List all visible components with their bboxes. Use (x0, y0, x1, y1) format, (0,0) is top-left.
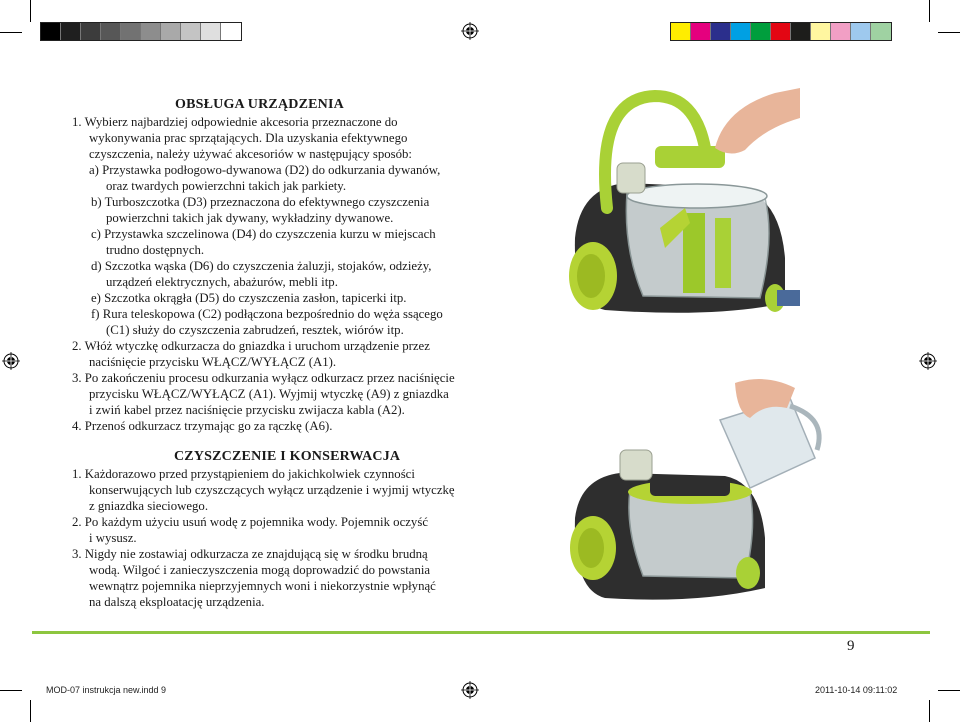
color-swatch (101, 23, 121, 40)
crop-mark (938, 32, 960, 33)
page-number: 9 (847, 638, 855, 654)
operation-text-line: c) Przystawka szczelinowa (D4) do czyszczenia kurzu w miejscach (91, 227, 436, 241)
color-swatch (731, 23, 751, 40)
vacuum-cleaner-photo-bottom (565, 378, 827, 610)
operation-text-line: oraz twardych powierzchni takich jak parkiety. (106, 179, 347, 193)
operation-text-line: e) Szczotka okrągła (D5) do czyszczenia zasłon, tapicerki itp. (91, 291, 407, 305)
color-swatch (181, 23, 201, 40)
color-swatch (81, 23, 101, 40)
color-swatch (221, 23, 241, 40)
grayscale-color-bar (40, 22, 242, 41)
crop-mark (929, 700, 930, 722)
color-swatch (811, 23, 831, 40)
color-swatch (121, 23, 141, 40)
section-title-cleaning: CZYSZCZENIE I KONSERWACJA (174, 449, 401, 464)
operation-text-line: a) Przystawka podłogowo-dywanowa (D2) do odkurzania dywanów, (89, 163, 441, 177)
operation-text-line: 4. Przenoś odkurzacz trzymając go za rączkę (A6). (72, 419, 333, 433)
cleaning-text-line: na dalszą eksploatację urządzenia. (89, 595, 265, 609)
vacuum-cleaner-photo-top (565, 88, 800, 328)
operation-text-line: d) Szczotka wąska (D6) do czyszczenia żaluzji, stojaków, odzieży, (91, 259, 432, 273)
registration-mark-icon (461, 681, 479, 699)
color-swatch (691, 23, 711, 40)
slug-filename: MOD-07 instrukcja new.indd 9 (46, 685, 167, 695)
registration-mark-icon (919, 352, 937, 370)
cleaning-text-line: wodą. Wilgoć i zanieczyszczenia mogą doprowadzić do powstania (89, 563, 431, 577)
color-swatch (141, 23, 161, 40)
crop-mark (0, 690, 22, 691)
footer-divider (32, 631, 930, 634)
crop-mark (0, 32, 22, 33)
crop-mark (30, 700, 31, 722)
operation-text-line: i zwiń kabel przez naciśnięcie przycisku zwijacza kabla (A2). (89, 403, 405, 417)
cleaning-text-line: 3. Nigdy nie zostawiaj odkurzacza ze znajdującą się w środku brudną (72, 547, 428, 561)
operation-text-line: 3. Po zakończeniu procesu odkurzania wyłącz odkurzacz przez naciśnięcie (72, 371, 455, 385)
color-swatch (871, 23, 891, 40)
cleaning-text-line: 2. Po każdym użyciu usuń wodę z pojemnika wody. Pojemnik oczyść (72, 515, 428, 529)
section-title-operation: OBSŁUGA URZĄDZENIA (175, 97, 344, 112)
cleaning-text-line: z gniazdka sieciowego. (89, 499, 209, 513)
color-swatch (831, 23, 851, 40)
cleaning-text-line: konserwujących lub czyszczących wyłącz urządzenie i wyjmij wtyczkę (89, 483, 455, 497)
color-swatch (671, 23, 691, 40)
operation-text-line: przycisku WŁĄCZ/WYŁĄCZ (A1). Wyjmij wtyczkę (A9) z gniazdka (89, 387, 449, 401)
operation-text-line: naciśnięcie przycisku WŁĄCZ/WYŁĄCZ (A1). (89, 355, 337, 369)
operation-text-line: czyszczenia, należy używać akcesoriów w następujący sposób: (89, 147, 412, 161)
operation-text-line: 1. Wybierz najbardziej odpowiednie akcesoria przeznaczone do (72, 115, 398, 129)
cleaning-text-line: i wysusz. (89, 531, 137, 545)
cleaning-text-line: wewnątrz pojemnika nieprzyjemnych woni i niekorzystnie wpłynąć (89, 579, 436, 593)
registration-mark-icon (2, 352, 20, 370)
color-swatch (161, 23, 181, 40)
operation-text-line: f) Rura teleskopowa (C2) podłączona bezpośrednio do węża ssącego (91, 307, 443, 321)
operation-text-line: urządzeń elektrycznych, abażurów, mebli itp. (106, 275, 338, 289)
color-swatch (711, 23, 731, 40)
color-swatch (201, 23, 221, 40)
color-swatch (771, 23, 791, 40)
operation-text-line: trudno dostępnych. (106, 243, 205, 257)
operation-text-line: b) Turboszczotka (D3) przeznaczona do efektywnego czyszczenia (91, 195, 430, 209)
crop-mark (929, 0, 930, 22)
crop-mark (30, 0, 31, 22)
operation-text-line: (C1) służy do czyszczenia zabrudzeń, resztek, wiórów itp. (106, 323, 404, 337)
color-swatch (791, 23, 811, 40)
color-swatch (751, 23, 771, 40)
color-swatch (61, 23, 81, 40)
operation-text-line: 2. Włóż wtyczkę odkurzacza do gniazdka i uruchom urządzenie przez (72, 339, 430, 353)
crop-mark (938, 690, 960, 691)
color-swatch (851, 23, 871, 40)
operation-text-line: wykonywania prac sprzątających. Dla uzyskania efektywnego (89, 131, 408, 145)
slug-date: 2011-10-14 09:11:02 (815, 685, 898, 695)
cleaning-text-line: 1. Każdorazowo przed przystąpieniem do jakichkolwiek czynności (72, 467, 415, 481)
cmyk-color-bar (670, 22, 892, 41)
operation-text-line: powierzchni takich jak dywany, wykładziny dywanowe. (106, 211, 394, 225)
color-swatch (41, 23, 61, 40)
registration-mark-icon (461, 22, 479, 40)
